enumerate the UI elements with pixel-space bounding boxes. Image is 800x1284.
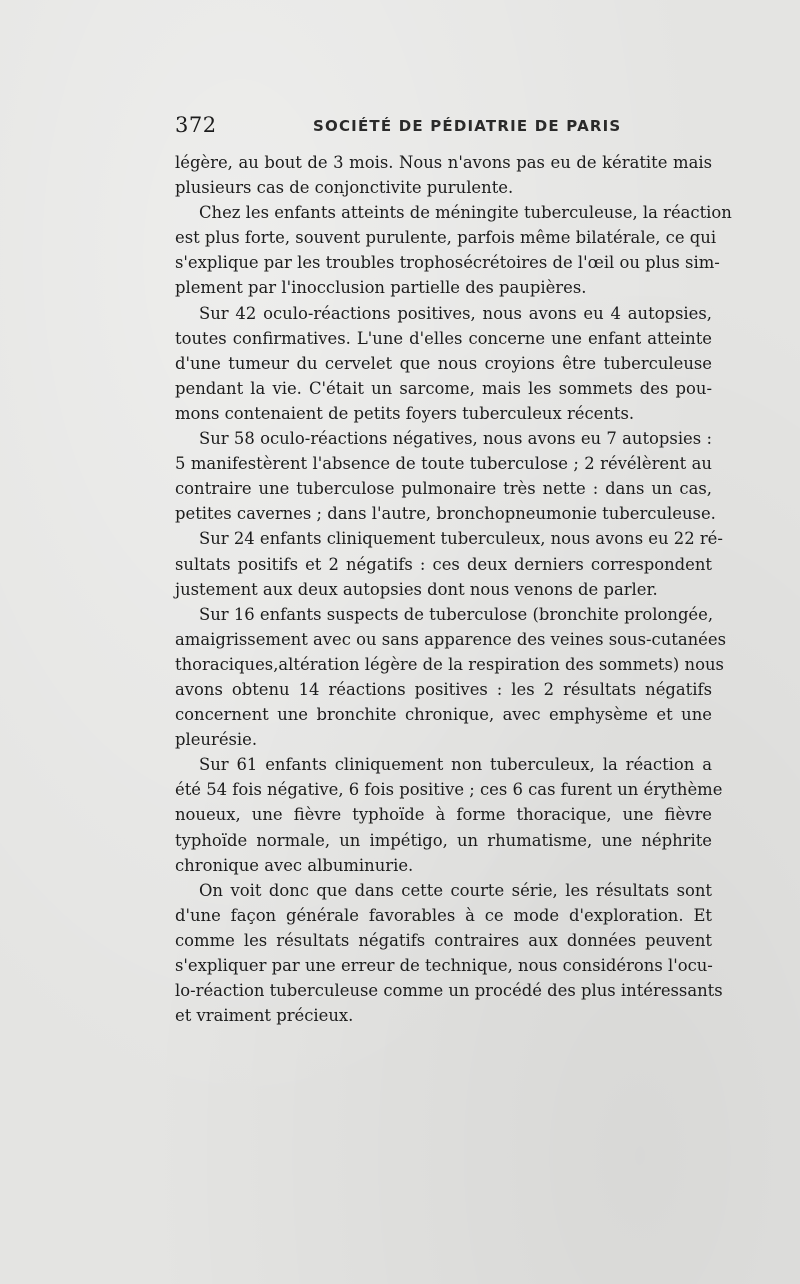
text-line: d'une façon générale favorables à ce mode d'exploration. Et bbox=[175, 905, 712, 925]
text-line: pleurésie. bbox=[175, 730, 258, 750]
text-line: s'expliquer par une erreur de technique, nous considérons l'ocu- bbox=[175, 956, 713, 975]
text-line: avons obtenu 14 réactions positives : les 2 résultats négatifs bbox=[175, 679, 712, 699]
text-line: été 54 fois négative, 6 fois positive ; ces 6 cas furent un érythème bbox=[175, 780, 723, 800]
paragraph bbox=[175, 150, 712, 200]
text-line: thoraciques,altération légère de la respiration des sommets) nous bbox=[175, 654, 724, 674]
text-line: Sur 58 oculo-réactions négatives, nous avons eu 7 autopsies : bbox=[199, 429, 712, 449]
text-line: petites cavernes ; dans l'autre, bronchopneumonie tuberculeuse. bbox=[175, 504, 716, 524]
text-line: Sur 16 enfants suspects de tuberculose (bronchite prolongée, bbox=[199, 604, 714, 624]
text-line: Sur 61 enfants cliniquement non tuberculeux, la réaction a bbox=[199, 755, 712, 775]
text-line: mons contenaient de petits foyers tuberculeux récents. bbox=[175, 403, 635, 423]
text-line: et vraiment précieux. bbox=[175, 1006, 354, 1026]
text-line: chronique avec albuminurie. bbox=[175, 855, 414, 875]
text-line: noueux, une fièvre typhoïde à forme thoracique, une fièvre bbox=[175, 805, 712, 825]
text-line: pendant la vie. C'était un sarcome, mais les sommets des pou- bbox=[175, 378, 712, 398]
text-line: contraire une tuberculose pulmonaire très nette : dans un cas, bbox=[175, 479, 712, 499]
text-line: est plus forte, souvent purulente, parfois même bilatérale, ce qui bbox=[175, 228, 717, 248]
text-line: Sur 42 oculo-réactions positives, nous avons eu 4 autopsies, bbox=[199, 303, 712, 323]
paragraph bbox=[175, 200, 732, 300]
text-line: d'une tumeur du cervelet que nous croyions être tuberculeuse bbox=[175, 353, 712, 373]
page-header bbox=[175, 113, 710, 143]
text-line: lo-réaction tuberculeuse comme un procédé des plus intéressants bbox=[175, 981, 723, 1001]
text-line: légère, au bout de 3 mois. Nous n'avons pas eu de kératite mais bbox=[175, 153, 712, 172]
text-line: On voit donc que dans cette courte série, les résultats sont bbox=[199, 880, 712, 900]
text-line: 5 manifestèrent l'absence de toute tuberculose ; 2 révélèrent au bbox=[175, 454, 712, 474]
text-line: justement aux deux autopsies dont nous venons de parler. bbox=[175, 579, 658, 599]
running-head: SOCIÉTÉ DE PÉDIATRIE DE PARIS bbox=[313, 117, 622, 135]
paragraph bbox=[175, 752, 723, 877]
paragraph bbox=[175, 301, 712, 426]
text-line: sultats positifs et 2 négatifs : ces deux derniers correspondent bbox=[175, 554, 712, 574]
paragraph bbox=[175, 878, 723, 1029]
paragraph bbox=[175, 526, 723, 601]
page-number: 372 bbox=[175, 113, 217, 137]
text-line: s'explique par les troubles trophosécrétoires de l'œil ou plus sim- bbox=[175, 253, 720, 273]
text-line: toutes confirmatives. L'une d'elles concerne une enfant atteinte bbox=[175, 328, 712, 348]
text-line: Sur 24 enfants cliniquement tuberculeux, nous avons eu 22 ré- bbox=[199, 529, 723, 549]
text-line: Chez les enfants atteints de méningite tuberculeuse, la réaction bbox=[199, 203, 732, 223]
paragraph bbox=[175, 426, 716, 526]
text-line: amaigrissement avec ou sans apparence des veines sous-cutanées bbox=[175, 629, 726, 649]
text-line: typhoïde normale, un impétigo, un rhumatisme, une néphrite bbox=[175, 830, 712, 850]
text-line: comme les résultats négatifs contraires aux données peuvent bbox=[175, 930, 712, 950]
text-line: plement par l'inocclusion partielle des paupières. bbox=[175, 278, 587, 298]
body-text bbox=[175, 150, 732, 1028]
text-line: concernent une bronchite chronique, avec emphysème et une bbox=[175, 705, 712, 725]
text-line: plusieurs cas de conjonctivite purulente. bbox=[175, 178, 514, 198]
paragraph bbox=[175, 602, 726, 753]
